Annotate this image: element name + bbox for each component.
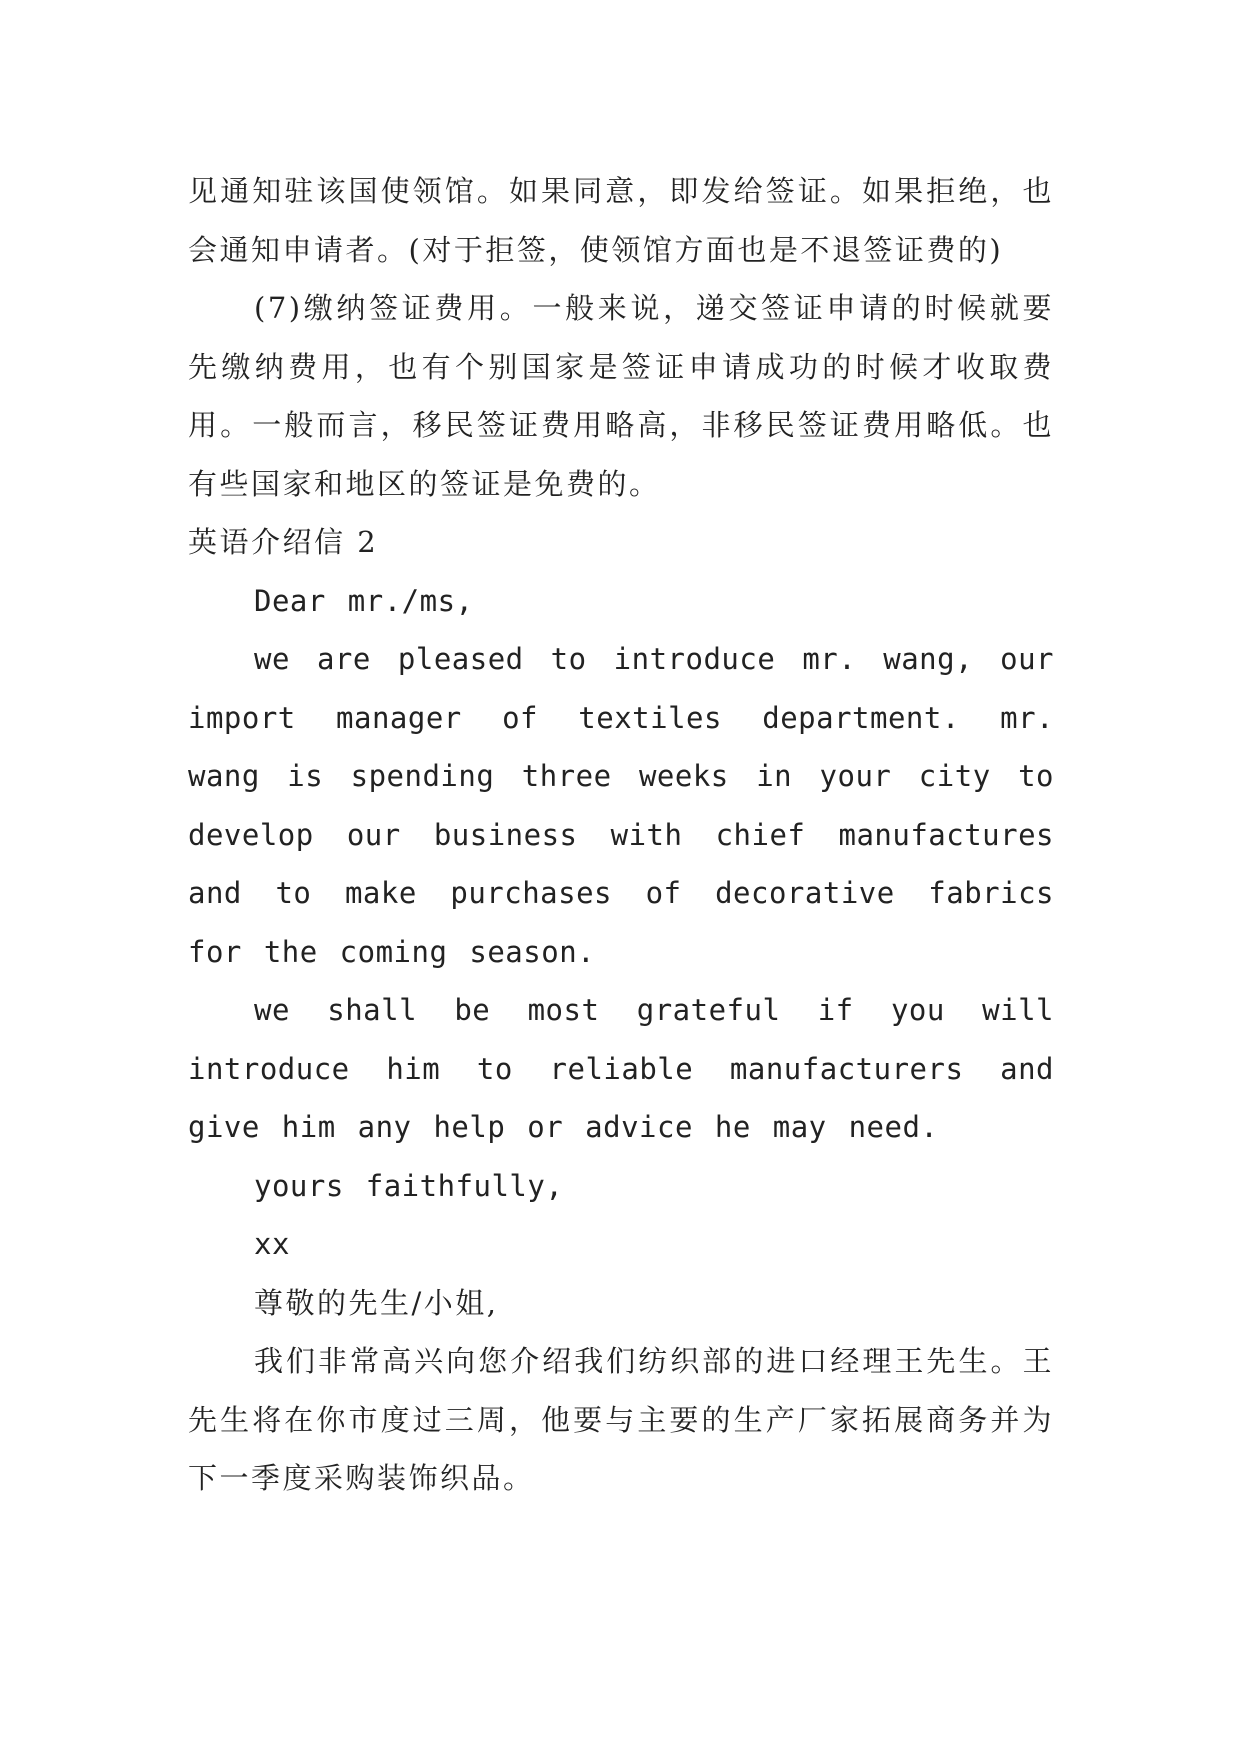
english-salutation: Dear mr./ms, <box>254 583 474 618</box>
chinese-body-paragraph-1: 我们非常高兴向您介绍我们纺织部的进口经理王先生。王先生将在你市度过三周，他要与主要的生产厂家拓展商务并为下一季度采购装饰织品。 <box>188 1344 1054 1495</box>
english-body-paragraph-1: we are pleased to introduce mr. wang, our import manager of textiles department. mr. wang is spending three weeks in your city to develop our business with chief manufactures and to make purchases of decorative fabrics for the coming season. <box>188 642 1054 969</box>
english-signature: xx <box>254 1227 290 1261</box>
paragraph-visa-fee: (7)缴纳签证费用。一般来说，递交签证申请的时候就要先缴纳费用，也有个别国家是签证申请成功的时候才收取费用。一般而言，移民签证费用略高，非移民签证费用略低。也有些国家和地区的签证是免费的。 <box>188 291 1054 501</box>
chinese-salutation: 尊敬的先生/小姐, <box>254 1285 499 1320</box>
paragraph-visa-notification: 见通知驻该国使领馆。如果同意，即发给签证。如果拒绝，也会通知申请者。(对于拒签，使领馆方面也是不退签证费的) <box>188 174 1054 267</box>
english-body-paragraph-2: we shall be most grateful if you will introduce him to reliable manufacturers and give him any help or advice he may need. <box>188 993 1054 1144</box>
english-closing: yours faithfully, <box>254 1168 564 1203</box>
section-heading: 英语介绍信 2 <box>188 525 379 559</box>
document-body <box>188 162 1054 1508</box>
